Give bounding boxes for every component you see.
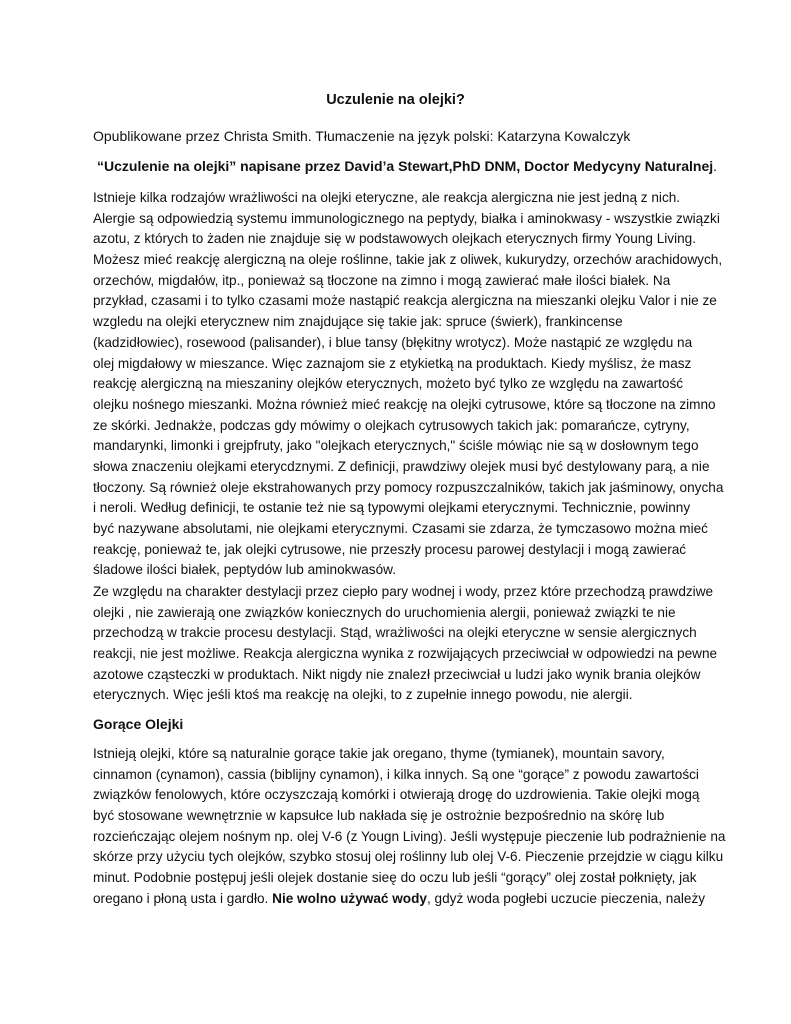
text-line: reakcję, ponieważ te, jak olejki cytrusowe, nie przeszły procesu parowej destylacji i mogą zawierać [93, 541, 687, 557]
paragraph-allergy-intro [93, 188, 724, 581]
byline: Opublikowane przez Christa Smith. Tłumaczenie na język polski: Katarzyna Kowalczyk [93, 128, 631, 144]
text-line: azotu, z których to żaden nie znajduje się w podstawowych olejkach eterycznych firmy Young Living. [93, 231, 696, 247]
text-line: eterycznych. Więc jeśli ktoś ma reakcję na olejki, to z zupełnie innego powodu, nie alergii. [93, 687, 633, 703]
text-line: być stosowane wewnętrznie w kapsułce lub nakłada się je ostrożnie bezpośrednio na skórę lub [93, 808, 665, 824]
text-line: Istnieją olejki, które są naturalnie gorące takie jak oregano, thyme (tymianek), mountain savory, [93, 746, 665, 761]
text-line: ze skórki. Jednakże, podczas gdy mówimy o olejkach cytrusowych takich jak: pomarańcze, cytryny, [93, 417, 690, 433]
text-line: przykład, czasami i to tylko czasami może nastąpić reakcja alergiczna na mieszanki olejku Valor i nie ze [93, 293, 717, 309]
text-line: orzechów, migdałów, itp., ponieważ są tłoczone na zimno i mogą zawierać małe ilości białek. Na [93, 272, 671, 288]
text-line: związków fenolowych, które oczyszczają komórki i otwierają drogę do uzdrowienia. Takie olejki mogą [93, 787, 700, 803]
text-line: śladowe ilości białek, peptydów lub aminokwasów. [93, 562, 396, 578]
section-heading-hot-oils: Gorące Olejki [93, 716, 184, 732]
article-subtitle [97, 158, 717, 174]
text-line: mandarynki, limonki i grejpfruty, jako "olejkach eterycznych," ściśle mówiąc nie są w dosłownym tego [93, 438, 699, 454]
text-line [93, 889, 706, 910]
text-line: Alergie są odpowiedzią systemu immunologicznego na peptydy, białka i aminokwasy - wszystkie związki [93, 210, 720, 226]
article-subtitle-period: . [713, 158, 718, 174]
text-line: cinnamon (cynamon), cassia (biblijny cynamon), i kilka innych. Są one “gorące” z powodu zawartości [93, 766, 699, 782]
article-subtitle-text: “Uczulenie na olejki” napisane przez David’a Stewart,PhD DNM, Doctor Medycyny Naturalnej [97, 158, 714, 174]
text-line: reakcji, nie jest możliwe. Reakcja alergiczna wynika z rozwijających przeciwciał w odpowiedzi na pewne [93, 646, 718, 662]
text-line: Ze względu na charakter destylacji przez ciepło pary wodnej i wody, przez które przechodzą prawdziwe [93, 584, 714, 599]
text-line: słowa znaczeniu olejkami eterycdznymi. Z definicji, prawdziwy olejek musi być destylowany parą, a nie [93, 458, 710, 474]
document-title: Uczulenie na olejki? [326, 92, 465, 108]
bold-warning: Nie wolno używać wody [272, 890, 427, 906]
text-line: olejki , nie zawierają one związków koniecznych do uruchomienia alergii, ponieważ związki te nie [93, 604, 676, 620]
text-line: skórze przy użyciu tych olejków, szybko stosuj olej roślinny lub olej V-6. Pieczenie przejdzie w ciągu kilku [93, 849, 724, 865]
text-line: tłoczony. Są również oleje ekstrahowanych przy pomocy rozpuszczalników, takich jak jaśminowy, onycha [93, 479, 724, 495]
text-fragment: , gdyż woda pogłebi uczucie pieczenia, należy [426, 890, 706, 906]
text-line: wzgledu na olejki eterycznew nim znajdujące się takie jak: spruce (świerk), frankincense [93, 314, 623, 330]
text-line: rozcieńczając olejem nośnym np. olej V-6 (z Yougn Living). Jeśli występuje pieczenie lub podrażnienie na [93, 828, 726, 844]
text-line: azotowe cząsteczki w produktach. Nikt nigdy nie znalezł przeciwciał u ludzi jako wynik brania olejków [93, 666, 701, 682]
text-line: reakcję alergiczną na mieszaniny olejków eterycznych, możeto być tylko ze względu na zawartość [93, 376, 684, 392]
paragraph-distillation [93, 582, 718, 706]
text-line: przechodzą w trakcie procesu destylacji. Stąd, wrażliwości na olejki eteryczne w sensie alergicznych [93, 625, 697, 641]
text-line: być nazywane absolutami, nie olejkami eterycznymi. Czasami sie zdarza, że tymczasowo można mieć [93, 521, 708, 536]
text-line: Możesz mieć reakcję alergiczną na oleje roślinne, takie jak z oliwek, kukurydzy, orzechów arachidowych, [93, 252, 723, 268]
text-line: olejku nośnego mieszanki. Można również mieć reakcję na olejki cytrusowe, które są tłoczone na zimno [93, 396, 716, 412]
text-line: olej migdałowy w mieszance. Więc zaznajom sie z etykietką na produktach. Kiedy myślisz, że masz [93, 355, 692, 371]
text-line: Istnieje kilka rodzajów wrażliwości na olejki eteryczne, ale reakcja alergiczna nie jest jedną z nich. [93, 190, 681, 205]
text-fragment: oregano i płoną usta i gardło. [93, 890, 269, 906]
text-line: i neroli. Według definicji, te ostanie też nie są typowymi olejkami eterycznymi. Technicznie, powinny [93, 500, 691, 516]
paragraph-hot-oils [93, 744, 726, 910]
text-line: (kadzidłowiec), rosewood (palisander), i blue tansy (błękitny wrotycz). Może nastąpić ze względu na [93, 334, 693, 350]
text-line: minut. Podobnie postępuj jeśli olejek dostanie sieę do oczu lub jeśli “gorący” olej został połknięty, jak [93, 870, 697, 886]
